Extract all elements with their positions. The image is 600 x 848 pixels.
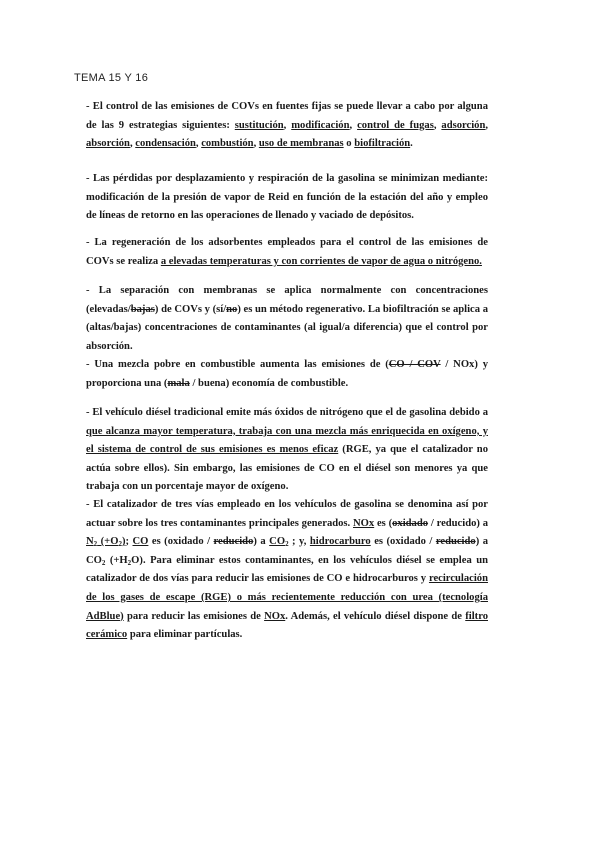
text-segment: - El control de las emisiones de COVs en fuentes fijas se puede llevar a cabo por alguna de las 9 estrategias siguientes: bbox=[86, 101, 488, 131]
text-segment: es ( bbox=[374, 517, 393, 529]
paragraph-membrane-separation bbox=[86, 282, 488, 356]
strategy-absorption: absorción bbox=[86, 138, 130, 150]
co2-product bbox=[269, 536, 288, 547]
struck-option: CO / COV bbox=[388, 359, 441, 370]
text-segment: ) a bbox=[253, 536, 270, 548]
strategy-substitution: sustitución bbox=[234, 119, 284, 131]
paragraph-gasoline-losses: - Las pérdidas por desplazamiento y respiración de la gasolina se minimizan mediante: modificación de la presión de vapor de Reid en función de la estación del año y empleo de líneas de retorno en las operaciones de llenado y vaciado de depósitos. bbox=[86, 173, 488, 222]
strategy-membranes: uso de membranas bbox=[258, 138, 344, 150]
text-segment: / NOx) y proporciona una ( bbox=[86, 359, 488, 389]
document-title: TEMA 15 Y 16 bbox=[74, 72, 149, 84]
strategy-leak-control: control de fugas bbox=[357, 119, 434, 131]
co-label: CO bbox=[132, 536, 149, 548]
ceramic-filter: filtro cerámico bbox=[86, 610, 488, 641]
text-segment: CO bbox=[269, 536, 286, 548]
strategy-condensation: condensación bbox=[135, 138, 196, 150]
subscript: 2 bbox=[93, 540, 98, 549]
separator: , bbox=[129, 138, 136, 150]
paragraph-three-way-catalyst bbox=[86, 496, 488, 645]
text-segment: ) de COVs y (sí/ bbox=[154, 303, 227, 315]
subscript: 2 bbox=[285, 540, 289, 549]
text-segment: (+O bbox=[97, 536, 119, 548]
text-segment: ; bbox=[125, 536, 133, 548]
text-segment: ) bbox=[121, 536, 126, 548]
nox-label: NOx bbox=[264, 610, 286, 622]
text-segment: ; y, bbox=[288, 536, 310, 548]
text-segment: - La regeneración de los adsorbentes empleados para el control de las emisiones de COVs se realiza bbox=[86, 237, 488, 267]
separator: , bbox=[195, 138, 202, 150]
diesel-nox-reason: que alcanza mayor temperatura, trabaja con una mezcla más enriquecida en oxígeno, y el sistema de control de sus emisiones es menos eficaz bbox=[86, 425, 488, 456]
separator: , bbox=[433, 119, 442, 131]
text-segment: . Además, el vehículo diésel dispone de bbox=[285, 610, 466, 622]
subscript: 2 bbox=[118, 540, 122, 549]
strategy-combustion: combustión bbox=[201, 138, 254, 150]
text-segment: - La separación con membranas se aplica normalmente con concentraciones (elevadas/ bbox=[86, 285, 488, 315]
paragraph-lean-mixture bbox=[86, 356, 488, 393]
separator: . bbox=[410, 138, 413, 150]
text-segment: - El catalizador de tres vías empleado en los vehículos de gasolina se denomina así por actuar sobre los tres contaminantes principales generados. bbox=[86, 499, 488, 529]
text-segment: / buena) economía de combustible. bbox=[189, 377, 349, 389]
separator: , bbox=[283, 119, 292, 131]
text-segment: - El vehículo diésel tradicional emite más óxidos de nitrógeno que el de gasolina debido a bbox=[86, 407, 488, 418]
regeneration-conditions: a elevadas temperaturas y con corrientes de vapor de agua o nitrógeno. bbox=[160, 255, 482, 267]
n2-product bbox=[86, 536, 125, 547]
paragraph-adsorbent-regeneration bbox=[86, 234, 488, 271]
text-segment: ) a CO bbox=[86, 536, 489, 566]
text-segment: es (oxidado / bbox=[370, 536, 436, 548]
hydrocarbon-label: hidrocarburo bbox=[309, 536, 371, 548]
paragraph-diesel-nox bbox=[86, 404, 488, 497]
text-segment: para eliminar partículas. bbox=[127, 629, 243, 641]
text-segment: para reducir las emisiones de bbox=[123, 610, 265, 622]
separator: , bbox=[253, 138, 259, 150]
text-segment: - Una mezcla pobre en combustible aumenta las emisiones de ( bbox=[86, 359, 389, 370]
separator: , bbox=[349, 119, 358, 131]
separator: , bbox=[485, 119, 489, 131]
subscript: 2 bbox=[127, 558, 132, 567]
rge-adblue: recirculación de los gases de escape (RGE) o más recientemente reducción con urea (tecnología AdBlue) bbox=[86, 573, 488, 622]
struck-option: bajas bbox=[130, 303, 155, 315]
subscript: 2 bbox=[101, 558, 106, 567]
strategy-adsorption: adsorción bbox=[441, 119, 486, 131]
text-segment: N bbox=[86, 536, 94, 548]
struck-option: reducido bbox=[435, 536, 476, 548]
text-segment: ) es un método regenerativo. La biofiltración se aplica a (altas/bajas) concentraciones de contaminantes (al igual/a diferencia) que el control por absorción. bbox=[86, 303, 488, 352]
struck-option: no bbox=[226, 303, 238, 315]
separator: o bbox=[343, 138, 355, 150]
struck-option: mala bbox=[167, 377, 190, 389]
nox-label: NOx bbox=[353, 517, 375, 529]
strategy-biofiltration: biofiltración bbox=[354, 138, 411, 150]
struck-option: reducido bbox=[213, 536, 254, 548]
text-segment: / reducido) a bbox=[428, 517, 489, 529]
struck-option: oxidado bbox=[392, 517, 429, 529]
text-segment: es (oxidado / bbox=[148, 536, 214, 548]
text-segment: O). Para eliminar estos contaminantes, en los vehículos diésel se emplea un catalizador de dos vías para reducir las emisiones de CO e hidrocarburos y bbox=[86, 554, 488, 585]
text-segment: (RGE, ya que el catalizador no actúa sobre ellos). Sin embargo, las emisiones de CO en el diésel son menores ya que trabaja con un porcentaje mayor de oxígeno. bbox=[86, 444, 488, 493]
text-segment: (+H bbox=[105, 554, 128, 566]
strategy-modification: modificación bbox=[291, 119, 350, 131]
paragraph-covs-strategies bbox=[86, 98, 488, 154]
